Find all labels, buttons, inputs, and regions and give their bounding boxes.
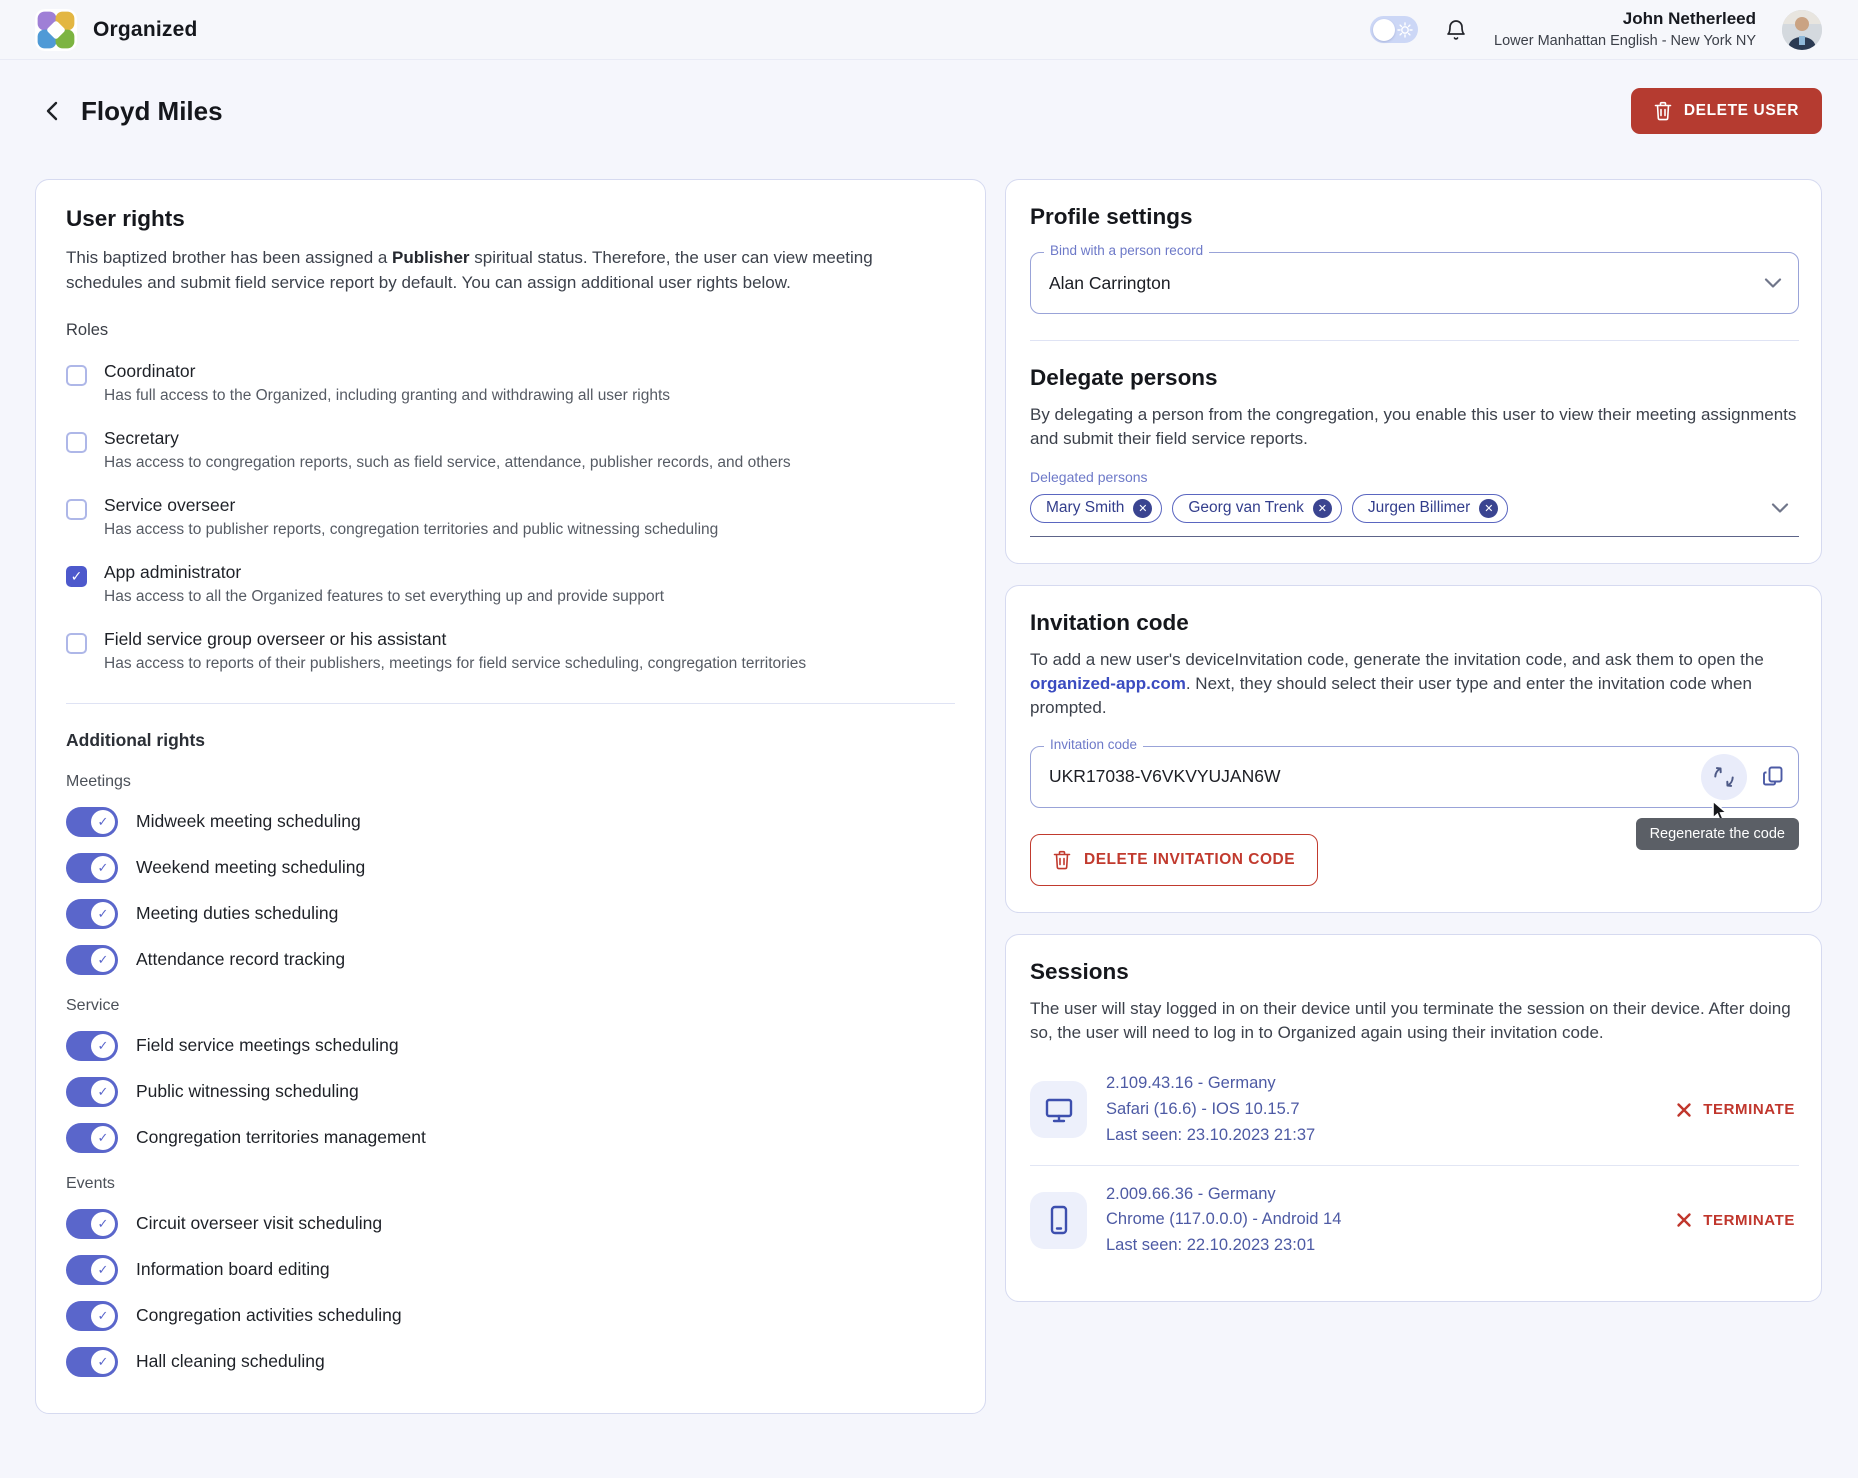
smartphone-icon (1030, 1192, 1087, 1249)
additional-rights-label: Additional rights (66, 729, 206, 750)
toggle-congregation-activities-scheduling[interactable] (66, 1301, 118, 1331)
user-rights-intro: This baptized brother has been assigned a Publisher spiritual status. Therefore, the user can view meeting schedules and submit field service report by default. You can assign additional user rights below. (66, 248, 873, 292)
role-description: Has access to publisher reports, congregation territories and public witnessing scheduling (104, 521, 719, 539)
copy-icon (1761, 764, 1786, 789)
profile-settings-card (1005, 179, 1822, 564)
app-logo-icon (35, 9, 77, 51)
toggle-row-meeting-duties-scheduling: ✓ Meeting duties scheduling (66, 899, 955, 929)
toggle-row-public-witnessing-scheduling: ✓ Public witnessing scheduling (66, 1077, 955, 1107)
toggle-row-information-board-editing: ✓ Information board editing (66, 1255, 955, 1285)
role-description: Has full access to the Organized, including granting and withdrawing all user rights (104, 387, 671, 405)
role-title: Secretary (104, 428, 179, 449)
refresh-icon (1711, 764, 1737, 790)
toggle-field-service-meetings-scheduling[interactable] (66, 1031, 118, 1061)
invitation-code-field-label: Invitation code (1044, 737, 1143, 752)
theme-toggle[interactable] (1370, 16, 1418, 43)
toggle-row-midweek-meeting-scheduling: ✓ Midweek meeting scheduling (66, 807, 955, 837)
session-details (1106, 1185, 1341, 1256)
toggle-weekend-meeting-scheduling[interactable] (66, 853, 118, 883)
invitation-code-title: Invitation code (1030, 609, 1189, 635)
toggle-knob-check-icon (91, 1304, 115, 1328)
session-agent: Chrome (117.0.0.0) - Android 14 (1106, 1210, 1342, 1229)
divider (66, 703, 955, 704)
role-description: Has access to all the Organized features to set everything up and provide support (104, 588, 665, 606)
delegate-persons-title: Delegate persons (1030, 365, 1218, 390)
current-user-info[interactable] (1494, 8, 1756, 51)
bind-person-record-label: Bind with a person record (1044, 243, 1209, 258)
toggle-circuit-overseer-visit-scheduling[interactable] (66, 1209, 118, 1239)
toggle-knob-check-icon (91, 856, 115, 880)
checkbox-coordinator[interactable] (66, 365, 87, 386)
session-last-seen: Last seen: 23.10.2023 21:37 (1106, 1125, 1316, 1144)
theme-toggle-knob (1373, 19, 1395, 41)
remove-chip-icon[interactable]: ✕ (1479, 499, 1498, 518)
toggle-knob-check-icon (91, 1212, 115, 1236)
terminate-session-button[interactable]: TERMINATE (1676, 1212, 1799, 1229)
delete-user-button[interactable] (1631, 88, 1822, 134)
toggle-knob-check-icon (91, 1080, 115, 1104)
current-user-congregation: Lower Manhattan English - New York NY (1494, 33, 1756, 50)
group-label-service: Service (66, 996, 120, 1014)
role-row-app-administrator (66, 562, 955, 608)
invitation-code-card (1005, 585, 1822, 913)
user-rights-title: User rights (66, 206, 185, 231)
x-icon (1676, 1212, 1692, 1228)
session-agent: Safari (16.6) - IOS 10.15.7 (1106, 1100, 1300, 1119)
toggle-row-attendance-record-tracking: ✓ Attendance record tracking (66, 945, 955, 975)
session-ip-location: 2.009.66.36 - Germany (1106, 1184, 1276, 1203)
profile-settings-title: Profile settings (1030, 204, 1193, 229)
page-title-row (35, 87, 1822, 135)
role-description: Has access to congregation reports, such as field service, attendance, publisher records, and others (104, 454, 791, 472)
session-details (1106, 1074, 1315, 1145)
checkbox-secretary[interactable] (66, 432, 87, 453)
current-user-name: John Netherleed (1622, 9, 1756, 29)
session-last-seen: Last seen: 22.10.2023 23:01 (1106, 1236, 1316, 1255)
chevron-down-icon[interactable] (1771, 502, 1789, 514)
invitation-code-actions (1701, 754, 1786, 800)
back-button[interactable] (35, 93, 71, 129)
toggle-knob-check-icon (91, 1034, 115, 1058)
toggle-knob-check-icon (91, 902, 115, 926)
toggle-hall-cleaning-scheduling[interactable] (66, 1347, 118, 1377)
toggle-knob-check-icon (91, 810, 115, 834)
right-column (1005, 179, 1822, 1302)
chip-georg-van-trenk[interactable]: Georg van Trenk ✕ (1172, 494, 1341, 523)
monitor-icon (1030, 1081, 1087, 1138)
role-row-secretary (66, 428, 955, 474)
remove-chip-icon[interactable]: ✕ (1313, 499, 1332, 518)
role-title: Coordinator (104, 361, 196, 382)
session-row-desktop (1030, 1055, 1799, 1164)
page-title: Floyd Miles (81, 95, 223, 126)
regenerate-code-button[interactable] (1701, 754, 1747, 800)
sun-icon (1397, 22, 1413, 38)
header-right (1370, 8, 1822, 51)
regenerate-tooltip: Regenerate the code (1636, 818, 1799, 850)
invitation-code-description: To add a new user's deviceInvitation code, generate the invitation code, and ask them to open the organized-app.com. Next, they should select their user type and enter the invitation code when prompted. (1030, 649, 1764, 717)
publisher-status: Publisher (392, 248, 470, 267)
role-row-service-overseer (66, 495, 955, 541)
trash-icon (1053, 850, 1071, 870)
toggle-congregation-territories-management[interactable] (66, 1123, 118, 1153)
x-icon (1676, 1102, 1692, 1118)
sessions-description: The user will stay logged in on their device until you terminate the session on their device. After doing so, the user will need to log in to Organized again using their invitation code. (1030, 998, 1791, 1043)
role-title: Service overseer (104, 495, 236, 516)
main-content (35, 179, 1822, 1414)
session-ip-location: 2.109.43.16 - Germany (1106, 1074, 1276, 1093)
toggle-knob-check-icon (91, 948, 115, 972)
toggle-row-congregation-activities-scheduling: ✓ Congregation activities scheduling (66, 1301, 955, 1331)
divider (1030, 340, 1799, 341)
role-title: App administrator (104, 562, 242, 583)
app-name: Organized (93, 17, 198, 41)
role-row-coordinator (66, 361, 955, 407)
toggle-knob-check-icon (91, 1126, 115, 1150)
session-row-mobile (1030, 1165, 1799, 1275)
checkbox-app-administrator[interactable] (66, 566, 87, 587)
toggle-attendance-record-tracking[interactable] (66, 945, 118, 975)
toggle-knob-check-icon (91, 1350, 115, 1374)
trash-icon (1654, 101, 1672, 121)
copy-code-button[interactable] (1761, 764, 1786, 789)
role-title: Field service group overseer or his assistant (104, 628, 447, 649)
sessions-card (1005, 934, 1822, 1302)
bind-person-record-value: Alan Carrington (1049, 272, 1171, 293)
chevron-down-icon (1764, 277, 1782, 289)
app-header (0, 0, 1858, 60)
chip-jurgen-billimer[interactable]: Jurgen Billimer ✕ (1352, 494, 1509, 523)
role-description: Has access to reports of their publishers, meetings for field service scheduling, congregation territories (104, 654, 807, 672)
role-row-field-service-group-overseer (66, 629, 955, 675)
session-list (1030, 1055, 1799, 1275)
delegated-persons-label: Delegated persons (1030, 468, 1148, 485)
toggle-row-circuit-overseer-visit-scheduling: ✓ Circuit overseer visit scheduling (66, 1209, 955, 1239)
chevron-left-icon (42, 100, 64, 122)
toggle-public-witnessing-scheduling[interactable] (66, 1077, 118, 1107)
user-rights-card (35, 179, 986, 1414)
chip-mary-smith[interactable]: Mary Smith ✕ (1030, 494, 1162, 523)
group-label-events: Events (66, 1174, 115, 1192)
toggle-row-hall-cleaning-scheduling: ✓ Hall cleaning scheduling (66, 1347, 955, 1377)
delete-invitation-code-button[interactable]: DELETE INVITATION CODE (1030, 834, 1318, 886)
checkbox-service-overseer[interactable] (66, 499, 87, 520)
avatar[interactable] (1782, 10, 1822, 50)
organized-app-link[interactable]: organized-app.com (1030, 673, 1186, 693)
invitation-code-value: UKR17038-V6VKVYUJAN6W (1049, 766, 1281, 787)
delete-user-label: DELETE USER (1683, 102, 1799, 119)
delegate-persons-description: By delegating a person from the congregation, you enable this user to view their meeting assignments and submit their field service reports. (1030, 405, 1797, 448)
toggle-meeting-duties-scheduling[interactable] (66, 899, 118, 929)
invitation-code-field[interactable] (1030, 736, 1799, 808)
toggle-row-congregation-territories-management: ✓ Congregation territories management (66, 1123, 955, 1153)
delegated-persons-input[interactable] (1030, 494, 1799, 537)
terminate-session-button[interactable]: TERMINATE (1676, 1101, 1799, 1118)
notifications-bell-icon[interactable] (1444, 18, 1468, 42)
roles-label: Roles (66, 321, 109, 340)
brand (35, 9, 197, 51)
toggle-information-board-editing[interactable] (66, 1255, 118, 1285)
toggle-midweek-meeting-scheduling[interactable] (66, 807, 118, 837)
bind-person-record-select[interactable] (1030, 243, 1799, 314)
group-label-meetings: Meetings (66, 772, 131, 790)
checkbox-field-service-group-overseer[interactable] (66, 633, 87, 654)
toggle-row-weekend-meeting-scheduling: ✓ Weekend meeting scheduling (66, 853, 955, 883)
remove-chip-icon[interactable]: ✕ (1133, 499, 1152, 518)
toggle-row-field-service-meetings-scheduling: ✓ Field service meetings scheduling (66, 1031, 955, 1061)
sessions-title: Sessions (1030, 958, 1129, 984)
toggle-knob-check-icon (91, 1258, 115, 1282)
